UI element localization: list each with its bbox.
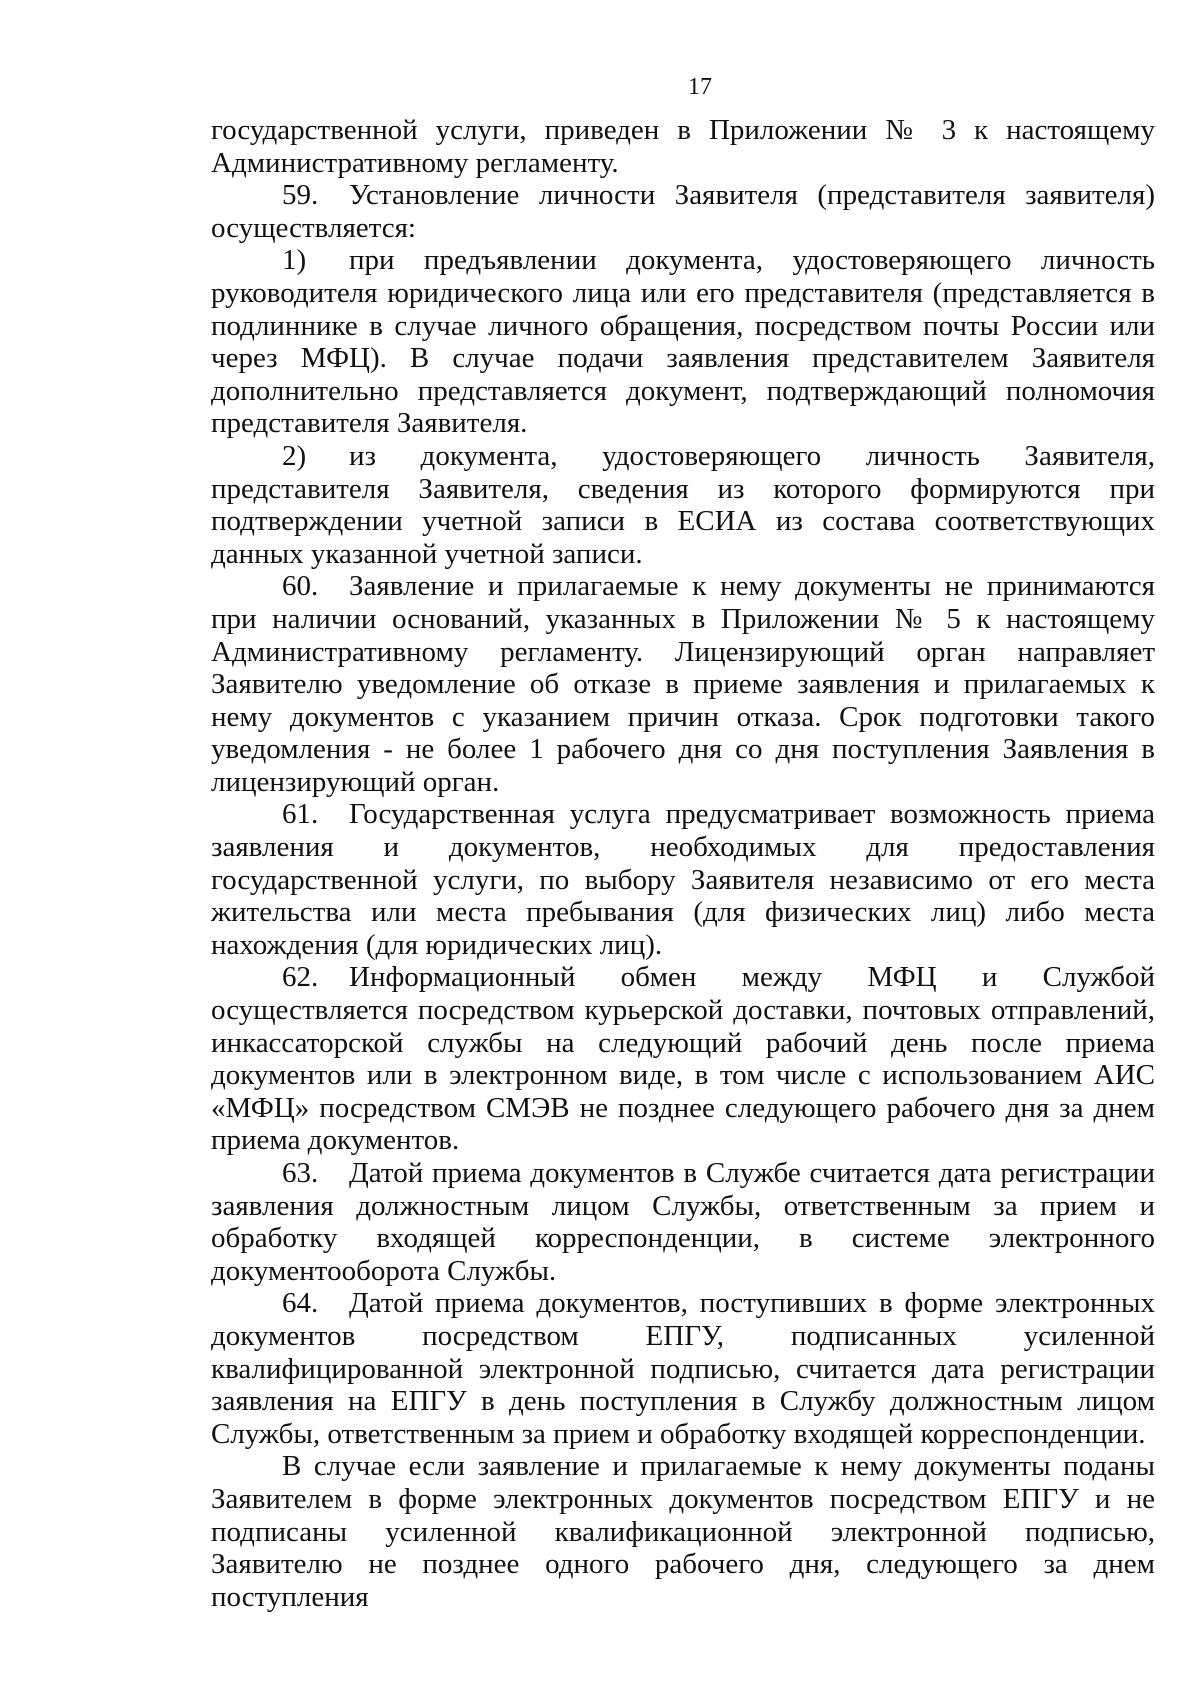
- paragraph-62: [211, 961, 1155, 1157]
- paragraph-text: Информационный обмен между МФЦ и Службой осуществляется посредством курьерской доставки, почтовых отправлений, инкассаторской службы на следующий рабочий день после приема документов или в электронном виде, в том числе с использованием АИС «МФЦ» посредством СМЭВ не позднее следующего рабочего дня за днем приема документов.: [211, 961, 1155, 1157]
- paragraph-number: 61.: [282, 798, 319, 831]
- paragraph-63: [211, 1157, 1155, 1287]
- subparagraph-2: [211, 440, 1155, 570]
- paragraph-text: В случае если заявление и прилагаемые к нему документы поданы Заявителем в форме электронных документов посредством ЕПГУ и не подписаны усиленной квалификационной электронной подписью, Заявителю не позднее одного рабочего дня, следующего за днем поступления: [211, 1450, 1155, 1613]
- paragraph-text: Государственная услуга предусматривает возможность приема заявления и документов, необходимых для предоставления государственной услуги, по выбору Заявителя независимо от его места жительства или места пребывания (для физических лиц) либо места нахождения (для юридических лиц).: [211, 798, 1155, 961]
- paragraph-number: 59.: [282, 179, 319, 212]
- paragraph-continuation: [211, 114, 1155, 179]
- paragraph-64: [211, 1287, 1155, 1450]
- paragraph-number: 1): [282, 244, 307, 277]
- paragraph-number: 64.: [282, 1287, 319, 1320]
- page-number: 17: [688, 74, 712, 100]
- paragraph-text: Датой приема документов в Службе считается дата регистрации заявления должностным лицом Службы, ответственным за прием и обработку входящей корреспонденции, в системе электронного документооборота Службы.: [211, 1157, 1155, 1287]
- paragraph-text: Установление личности Заявителя (представителя заявителя) осуществляется:: [211, 179, 1155, 244]
- paragraph-text: при предъявлении документа, удостоверяющего личность руководителя юридического лица или его представителя (представляется в подлиннике в случае личного обращения, посредством почты России или через МФЦ). В случае подачи заявления представителем Заявителя дополнительно представляется документ, подтверждающий полномочия представителя Заявителя.: [211, 244, 1155, 440]
- document-body: [211, 114, 1155, 1613]
- paragraph-60: [211, 570, 1155, 798]
- paragraph-61: [211, 798, 1155, 961]
- paragraph-text: из документа, удостоверяющего личность Заявителя, представителя Заявителя, сведения из которого формируются при подтверждении учетной записи в ЕСИА из состава соответствующих данных указанной учетной записи.: [211, 439, 1155, 570]
- paragraph-text: Датой приема документов, поступивших в форме электронных документов посредством ЕПГУ, подписанных усиленной квалифицированной электронной подписью, считается дата регистрации заявления на ЕПГУ в день поступления в Службу должностным лицом Службы, ответственным за прием и обработку входящей корреспонденции.: [211, 1287, 1155, 1450]
- subparagraph-1: [211, 244, 1155, 440]
- paragraph-64-continuation: [211, 1450, 1155, 1613]
- paragraph-number: 2): [282, 439, 307, 472]
- paragraph-59: [211, 179, 1155, 244]
- paragraph-number: 60.: [282, 570, 319, 603]
- paragraph-number: 63.: [282, 1157, 319, 1189]
- paragraph-text: Заявление и прилагаемые к нему документы не принимаются при наличии оснований, указанных в Приложении № 5 к настоящему Административному регламенту. Лицензирующий орган направляет Заявителю уведомление об отказе в приеме заявления и прилагаемых к нему документов с указанием причин отказа. Срок подготовки такого уведомления - не более 1 рабочего дня со дня поступления Заявления в лицензирующий орган.: [211, 570, 1155, 798]
- paragraph-text: государственной услуги, приведен в Приложении № 3 к настоящему Административному регламенту.: [211, 114, 1155, 179]
- paragraph-number: 62.: [282, 961, 319, 994]
